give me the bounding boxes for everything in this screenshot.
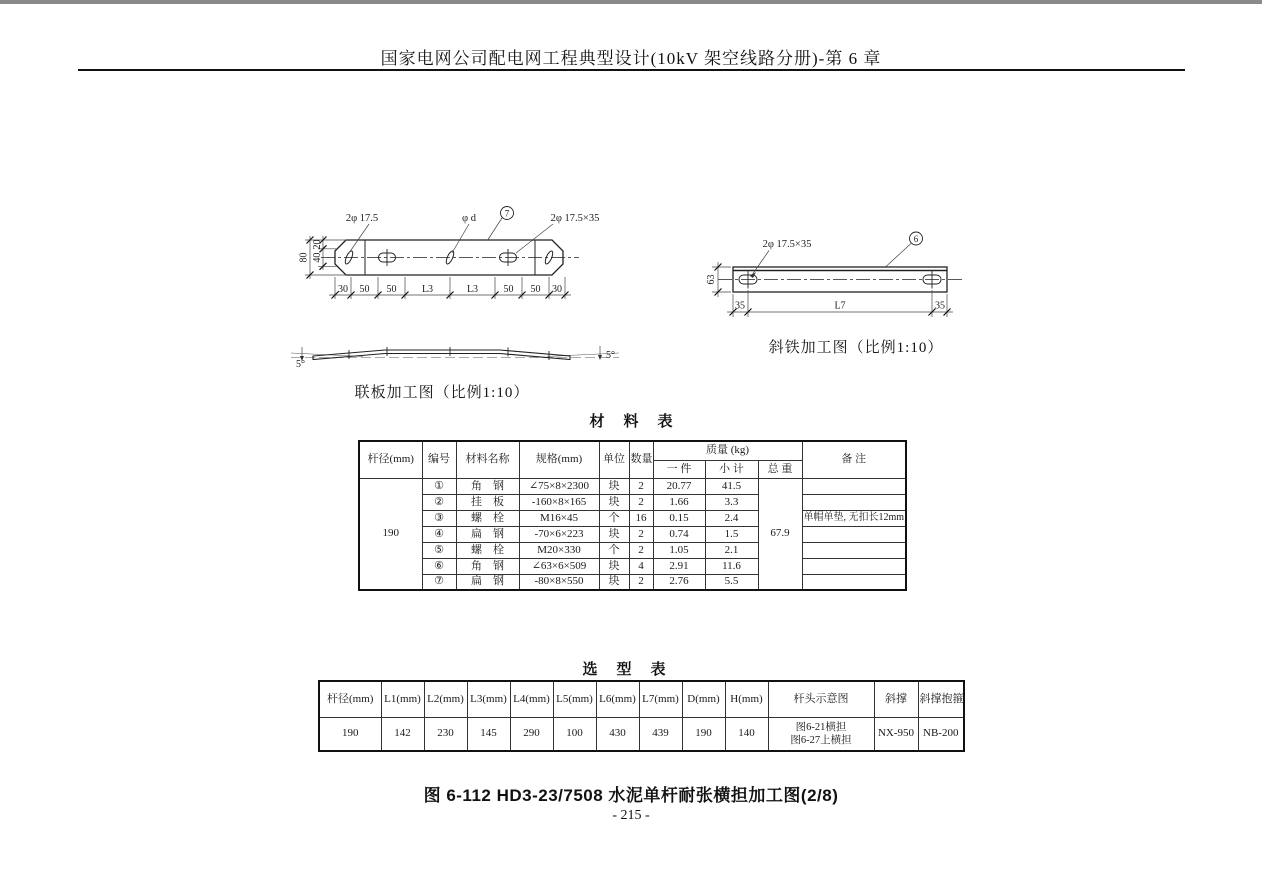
material-table-title: 材 料 表 xyxy=(589,414,675,430)
dim-40: 40 xyxy=(312,252,323,263)
material-table xyxy=(358,440,907,591)
col-header-material-name: 材料名称 xyxy=(456,441,519,478)
dim-50: 50 xyxy=(386,284,397,295)
cell-name: 扁 钢 xyxy=(456,526,519,542)
sel-cell-L6: 430 xyxy=(596,717,639,751)
cell-remark xyxy=(802,558,906,574)
xietie-caption: 斜铁加工图（比例1:10） xyxy=(768,340,944,356)
sel-header-L4: L4(mm) xyxy=(510,681,553,717)
lianban-caption: 联板加工图（比例1:10） xyxy=(354,385,530,401)
cell-spec: -160×8×165 xyxy=(519,494,599,510)
cell-qty: 2 xyxy=(629,494,653,510)
col-header-spec: 规格(mm) xyxy=(519,441,599,478)
table-row xyxy=(319,717,964,751)
dim-L3: L3 xyxy=(466,284,479,295)
cell-qty: 4 xyxy=(629,558,653,574)
table-row xyxy=(359,478,906,494)
cell-remark xyxy=(802,494,906,510)
cell-name: 挂 板 xyxy=(456,494,519,510)
sel-header-L2: L2(mm) xyxy=(424,681,467,717)
cell-spec: ∠63×6×509 xyxy=(519,558,599,574)
cell-no: ② xyxy=(422,494,456,510)
cell-remark xyxy=(802,526,906,542)
dim-63: 63 xyxy=(706,274,717,285)
cell-no: ⑦ xyxy=(422,574,456,590)
cell-subtotal: 3.3 xyxy=(705,494,758,510)
sel-cell-H: 140 xyxy=(725,717,768,751)
cell-name: 螺 栓 xyxy=(456,542,519,558)
part-number-6: 6 xyxy=(913,234,919,244)
cell-no: ⑥ xyxy=(422,558,456,574)
table-row xyxy=(359,526,906,542)
leader-line xyxy=(886,244,911,267)
dim-50: 50 xyxy=(503,284,514,295)
cell-no: ④ xyxy=(422,526,456,542)
part-number-7: 7 xyxy=(504,208,510,219)
col-header-mass-total: 总 重 xyxy=(758,460,802,478)
bottom-dimension-chain xyxy=(727,290,953,317)
col-header-mass-group: 质量 (kg) xyxy=(653,441,802,460)
cell-each: 0.74 xyxy=(653,526,705,542)
sel-header-brace: 斜撑 xyxy=(874,681,918,717)
label-slot: 2φ 17.5×35 xyxy=(550,213,600,224)
plate-side-view xyxy=(291,346,619,370)
label-slot: 2φ 17.5×35 xyxy=(762,239,812,250)
cell-spec: M20×330 xyxy=(519,542,599,558)
total-weight-value: 67.9 xyxy=(758,478,802,590)
cell-no: ① xyxy=(422,478,456,494)
table-row xyxy=(359,494,906,510)
sel-cell-pole-diameter: 190 xyxy=(319,717,381,751)
cell-name: 角 钢 xyxy=(456,478,519,494)
cell-subtotal: 11.6 xyxy=(705,558,758,574)
sel-header-brace-clamp: 斜撑抱箍 xyxy=(918,681,964,717)
cell-remark xyxy=(802,478,906,494)
sel-cell-L4: 290 xyxy=(510,717,553,751)
leader-line xyxy=(349,224,369,253)
table-row xyxy=(359,510,906,526)
dim-35-right: 35 xyxy=(935,300,945,312)
cell-unit: 个 xyxy=(599,542,629,558)
leader-line xyxy=(752,251,769,276)
page-number: - 215 - xyxy=(612,808,650,823)
cell-each: 1.05 xyxy=(653,542,705,558)
sel-cell-sketch xyxy=(768,717,874,751)
sketch-ref-2: 图6-27上横担 xyxy=(790,734,852,746)
figure-caption: 图 6-112 HD3-23/7508 水泥单杆耐张横担加工图(2/8) xyxy=(423,786,839,805)
cell-each: 20.77 xyxy=(653,478,705,494)
sel-cell-L5: 100 xyxy=(553,717,596,751)
cell-remark xyxy=(802,574,906,590)
sel-header-D: D(mm) xyxy=(682,681,725,717)
sel-cell-L7: 439 xyxy=(639,717,682,751)
cell-spec: -80×8×550 xyxy=(519,574,599,590)
sel-header-L3: L3(mm) xyxy=(467,681,510,717)
table-row xyxy=(359,558,906,574)
cell-unit: 个 xyxy=(599,510,629,526)
col-header-mass-subtotal: 小 计 xyxy=(705,460,758,478)
sel-header-L7: L7(mm) xyxy=(639,681,682,717)
selection-table-title: 选 型 表 xyxy=(582,662,668,678)
cell-spec: M16×45 xyxy=(519,510,599,526)
cell-no: ⑤ xyxy=(422,542,456,558)
header-rule xyxy=(78,69,1185,71)
sel-cell-L1: 142 xyxy=(381,717,424,751)
col-header-qty: 数量 xyxy=(629,441,653,478)
cell-remark xyxy=(802,542,906,558)
dim-20: 20 xyxy=(312,239,323,250)
lianban-drawing xyxy=(285,192,625,402)
label-end-hole: 2φ 17.5 xyxy=(345,213,379,224)
selection-table xyxy=(318,680,965,752)
sel-cell-brace-clamp: NB-200 xyxy=(918,717,964,751)
table-row xyxy=(359,542,906,558)
dim-L7: L7 xyxy=(834,300,846,312)
cell-remark: 单帽单垫, 无扣长12mm xyxy=(802,510,906,526)
sel-cell-L3: 145 xyxy=(467,717,510,751)
cell-name: 扁 钢 xyxy=(456,574,519,590)
col-header-unit: 单位 xyxy=(599,441,629,478)
cell-each: 2.76 xyxy=(653,574,705,590)
cell-unit: 块 xyxy=(599,494,629,510)
sel-header-H: H(mm) xyxy=(725,681,768,717)
col-header-remark: 备 注 xyxy=(802,441,906,478)
bottom-dimension-chain xyxy=(329,277,571,299)
sketch-ref-1: 图6-21横担 xyxy=(795,721,847,733)
angle-label-right: 5° xyxy=(606,350,615,361)
angle-label-left: 5° xyxy=(296,359,305,370)
cell-spec: -70×6×223 xyxy=(519,526,599,542)
sel-cell-D: 190 xyxy=(682,717,725,751)
cell-each: 2.91 xyxy=(653,558,705,574)
cell-unit: 块 xyxy=(599,478,629,494)
dim-50: 50 xyxy=(530,284,541,295)
sel-header-L1: L1(mm) xyxy=(381,681,424,717)
pole-diameter-value: 190 xyxy=(359,478,422,590)
sel-cell-brace: NX-950 xyxy=(874,717,918,751)
dim-50: 50 xyxy=(359,284,370,295)
cell-no: ③ xyxy=(422,510,456,526)
cell-each: 1.66 xyxy=(653,494,705,510)
cell-subtotal: 41.5 xyxy=(705,478,758,494)
cell-unit: 块 xyxy=(599,526,629,542)
dim-35-left: 35 xyxy=(735,300,745,312)
cell-qty: 2 xyxy=(629,574,653,590)
cell-qty: 2 xyxy=(629,542,653,558)
document-header-title: 国家电网公司配电网工程典型设计(10kV 架空线路分册)-第 6 章 xyxy=(380,49,882,68)
sel-cell-L2: 230 xyxy=(424,717,467,751)
scan-edge-strip xyxy=(0,0,1262,4)
col-header-mass-each: 一 件 xyxy=(653,460,705,478)
cell-qty: 2 xyxy=(629,526,653,542)
cell-qty: 2 xyxy=(629,478,653,494)
col-header-pole-diameter: 杆径(mm) xyxy=(359,441,422,478)
cell-subtotal: 2.1 xyxy=(705,542,758,558)
cell-unit: 块 xyxy=(599,574,629,590)
dim-30-left: 30 xyxy=(338,284,348,295)
cell-qty: 16 xyxy=(629,510,653,526)
leader-line xyxy=(452,224,469,253)
cell-unit: 块 xyxy=(599,558,629,574)
sel-header-L6: L6(mm) xyxy=(596,681,639,717)
col-header-number: 编号 xyxy=(422,441,456,478)
cell-subtotal: 5.5 xyxy=(705,574,758,590)
sel-header-L5: L5(mm) xyxy=(553,681,596,717)
cell-subtotal: 1.5 xyxy=(705,526,758,542)
dim-80: 80 xyxy=(298,252,310,263)
dim-L3: L3 xyxy=(421,284,434,295)
dim-30-right: 30 xyxy=(552,284,562,295)
label-center-hole: φ d xyxy=(462,213,476,224)
cell-name: 角 钢 xyxy=(456,558,519,574)
cell-subtotal: 2.4 xyxy=(705,510,758,526)
sel-header-sketch: 杆头示意图 xyxy=(768,681,874,717)
cell-each: 0.15 xyxy=(653,510,705,526)
sel-header-pole-diameter: 杆径(mm) xyxy=(319,681,381,717)
leader-line xyxy=(488,218,502,240)
cell-name: 螺 栓 xyxy=(456,510,519,526)
table-row xyxy=(359,574,906,590)
cell-spec: ∠75×8×2300 xyxy=(519,478,599,494)
